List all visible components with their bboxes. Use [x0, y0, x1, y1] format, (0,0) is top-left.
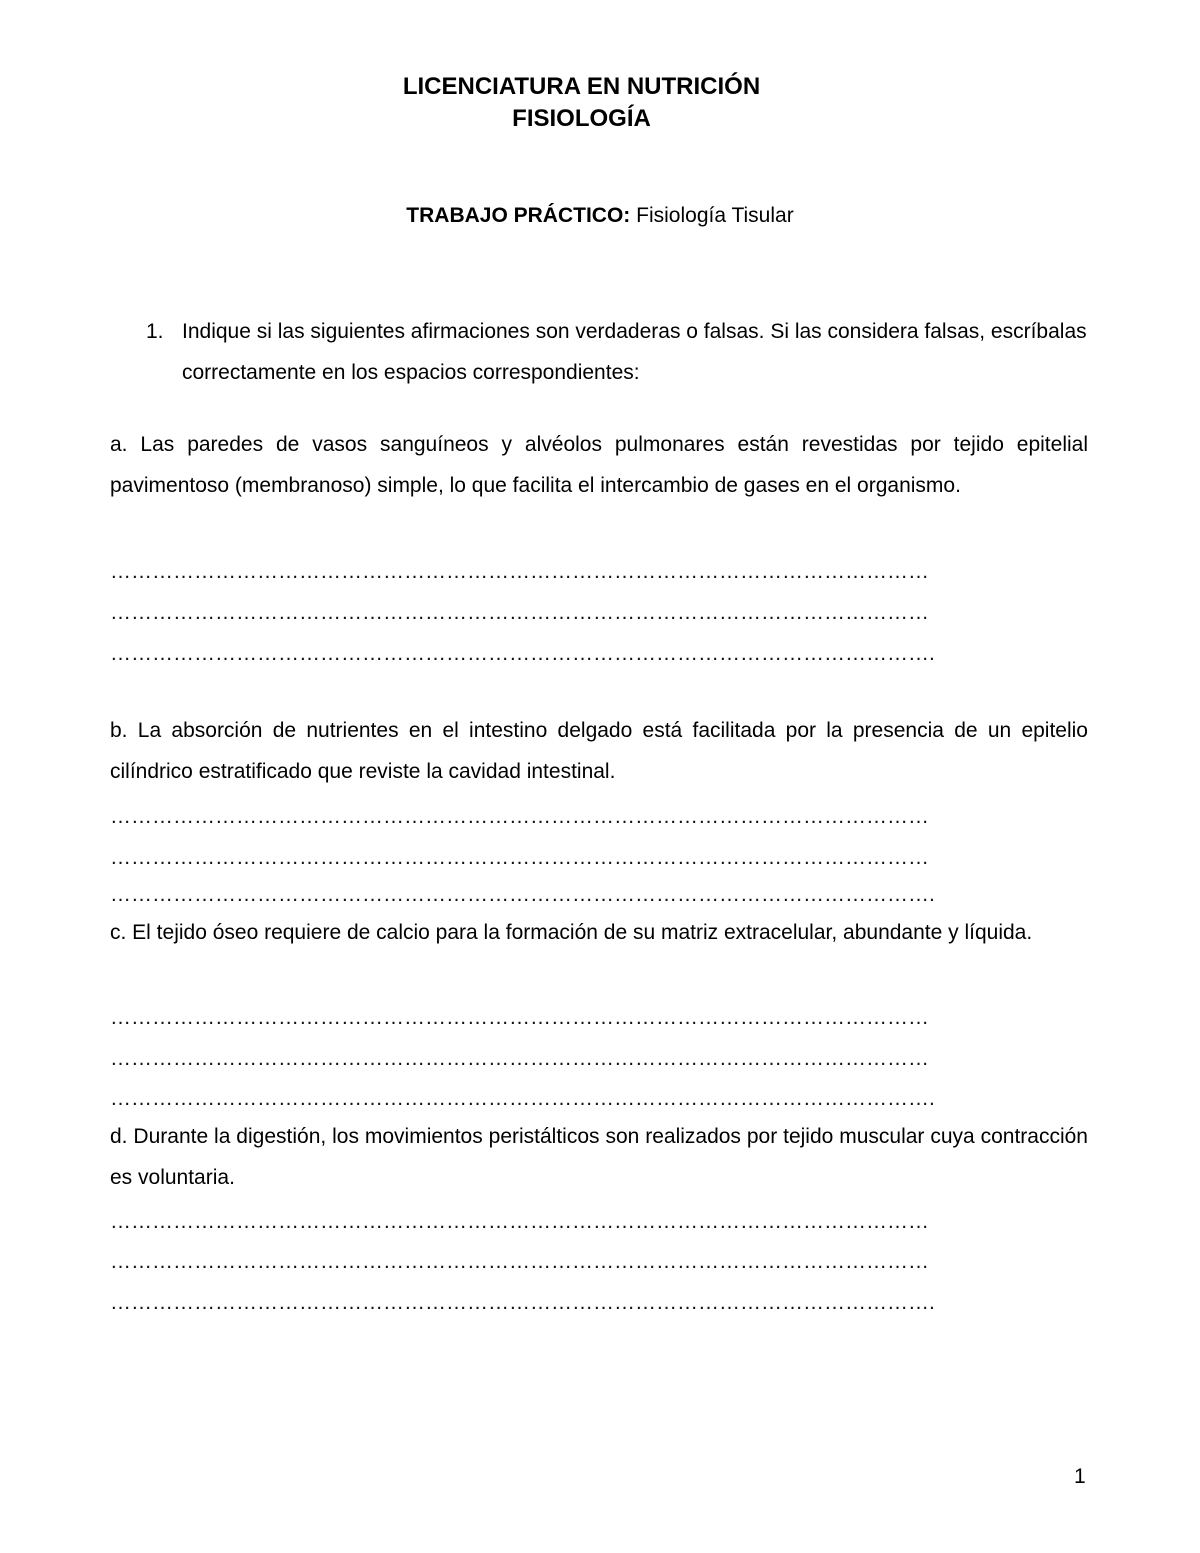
answer-line-b-3[interactable]: ………………………………………………………………………………………………………. — [110, 883, 935, 906]
statement-a: a. Las paredes de vasos sanguíneos y alvéolos pulmonares están revestidas por tejido epitelial pavimentoso (membranoso) simple, lo que facilita el intercambio de gases en el organismo. — [110, 433, 1088, 497]
assignment-label: TRABAJO PRÁCTICO: — [406, 204, 631, 227]
answer-line-c-2[interactable]: ……………………………………………………………………………………………………… — [110, 1047, 929, 1070]
statement-c: c. El tejido óseo requiere de calcio para la formación de su matriz extracelular, abundante y líquida. — [110, 921, 1033, 944]
assignment-topic: Fisiología Tisular — [636, 204, 794, 227]
answer-line-d-3[interactable]: ………………………………………………………………………………………………………. — [110, 1291, 935, 1314]
page-number: 1 — [1074, 1465, 1086, 1488]
question-number: 1. — [146, 320, 164, 343]
answer-line-d-2[interactable]: ……………………………………………………………………………………………………… — [110, 1250, 929, 1273]
question-1 — [146, 311, 1091, 393]
statement-d: d. Durante la digestión, los movimientos peristálticos son realizados por tejido muscular cuya contracción es voluntaria. — [110, 1125, 1088, 1189]
answer-line-a-1[interactable]: ……………………………………………………………………………………………………… — [110, 560, 929, 583]
assignment-heading — [0, 201, 1200, 231]
document-title: LICENCIATURA EN NUTRICIÓN — [402, 73, 761, 100]
answer-line-b-1[interactable]: ……………………………………………………………………………………………………… — [110, 805, 929, 828]
answer-line-c-1[interactable]: ……………………………………………………………………………………………………… — [110, 1006, 929, 1029]
answer-line-a-3[interactable]: ………………………………………………………………………………………………………. — [110, 642, 935, 665]
answer-line-b-2[interactable]: ……………………………………………………………………………………………………… — [110, 846, 929, 869]
answer-line-d-1[interactable]: ……………………………………………………………………………………………………… — [110, 1210, 929, 1233]
question-instructions: Indique si las siguientes afirmaciones son verdaderas o falsas. Si las considera falsas, escríbalas correctamente en los espacios correspondientes: — [182, 320, 1087, 384]
answer-line-c-3[interactable]: ………………………………………………………………………………………………………. — [110, 1087, 935, 1110]
document-subject: FISIOLOGÍA — [512, 105, 651, 132]
statement-b: b. La absorción de nutrientes en el intestino delgado está facilitada por la presencia de un epitelio cilíndrico estratificado que reviste la cavidad intestinal. — [110, 719, 1088, 783]
answer-line-a-2[interactable]: ……………………………………………………………………………………………………… — [110, 601, 929, 624]
